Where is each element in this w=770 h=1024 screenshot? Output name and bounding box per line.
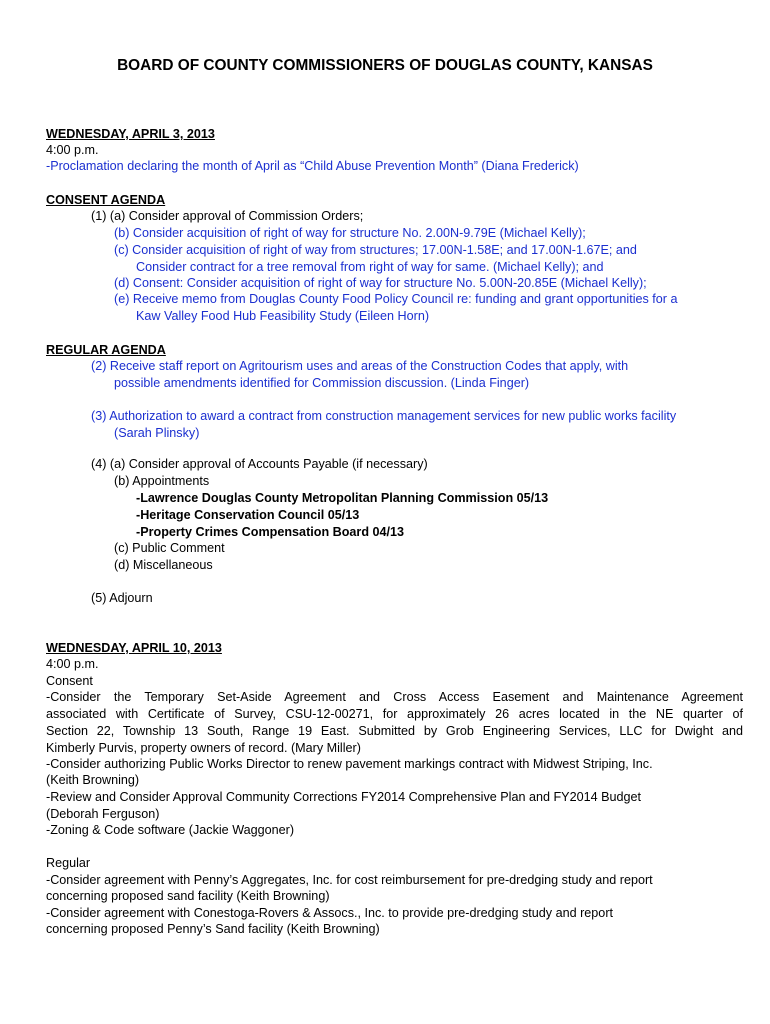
meeting2-consent-item-2-cont: (Keith Browning): [46, 773, 140, 787]
meeting2-consent-item-4: -Zoning & Code software (Jackie Waggoner): [46, 823, 295, 837]
consent-item-1c-cont: Consider contract for a tree removal from right of way for same. (Michael Kelly); and: [136, 260, 604, 274]
page-title: BOARD OF COUNTY COMMISSIONERS OF DOUGLAS COUNTY, KANSAS: [117, 57, 653, 74]
regular-item-3: (3) Authorization to award a contract from construction management services for new public works facility: [91, 409, 677, 423]
meeting2-consent-item-1-cont: Kimberly Purvis, property owners of record. (Mary Miller): [46, 741, 361, 755]
regular-item-4c: (c) Public Comment: [114, 541, 225, 555]
meeting2-regular-item-2: -Consider agreement with Conestoga-Rovers & Assocs., Inc. to provide pre-dredging study and report: [46, 906, 614, 920]
meeting2-consent-label: Consent: [46, 674, 93, 688]
meeting2-consent-item-1-cont: associated with Certificate of Survey, CSU-12-00271, for approximately 26 acres located in the NE quarter of: [46, 707, 743, 721]
regular-agenda-heading: REGULAR AGENDA: [46, 343, 166, 357]
meeting1-date: WEDNESDAY, APRIL 3, 2013: [46, 127, 215, 141]
appointment-3: -Property Crimes Compensation Board 04/13: [136, 525, 405, 539]
meeting1-time: 4:00 p.m.: [46, 143, 99, 157]
meeting2-regular-item-1: -Consider agreement with Penny’s Aggregates, Inc. for cost reimbursement for pre-dredging study and report: [46, 873, 653, 887]
meeting2-regular-item-1-cont: concerning proposed sand facility (Keith Browning): [46, 889, 330, 903]
consent-item-1e: (e) Receive memo from Douglas County Food Policy Council re: funding and grant opportunities for a: [114, 292, 678, 306]
meeting2-regular-item-2-cont: concerning proposed Penny’s Sand facility (Keith Browning): [46, 922, 380, 936]
meeting2-consent-item-3: -Review and Consider Approval Community Corrections FY2014 Comprehensive Plan and FY2014 Budget: [46, 790, 642, 804]
consent-item-1b: (b) Consider acquisition of right of way for structure No. 2.00N-9.79E (Michael Kelly);: [114, 226, 586, 240]
meeting1-proclamation: -Proclamation declaring the month of April as “Child Abuse Prevention Month” (Diana Frederick): [46, 159, 579, 173]
meeting2-consent-item-2: -Consider authorizing Public Works Director to renew pavement markings contract with Midwest Striping, Inc.: [46, 757, 653, 771]
regular-item-2-cont: possible amendments identified for Commission discussion. (Linda Finger): [114, 376, 530, 390]
consent-item-1a: (1) (a) Consider approval of Commission Orders;: [91, 209, 364, 223]
regular-item-4a: (4) (a) Consider approval of Accounts Payable (if necessary): [91, 457, 428, 471]
appointment-2: -Heritage Conservation Council 05/13: [136, 508, 360, 522]
regular-item-2: (2) Receive staff report on Agritourism uses and areas of the Construction Codes that apply, with: [91, 359, 629, 373]
appointment-1: -Lawrence Douglas County Metropolitan Planning Commission 05/13: [136, 491, 549, 505]
consent-item-1c: (c) Consider acquisition of right of way from structures; 17.00N-1.58E; and 17.00N-1.67E; and: [114, 243, 637, 257]
regular-item-4b: (b) Appointments: [114, 474, 210, 488]
regular-item-3-cont: (Sarah Plinsky): [114, 426, 200, 440]
consent-item-1d: (d) Consent: Consider acquisition of right of way for structure No. 5.00N-20.85E (Michael Kelly);: [114, 276, 647, 290]
regular-item-5: (5) Adjourn: [91, 591, 153, 605]
consent-agenda-heading: CONSENT AGENDA: [46, 193, 166, 207]
consent-item-1e-cont: Kaw Valley Food Hub Feasibility Study (Eileen Horn): [136, 309, 430, 323]
meeting2-consent-item-1-cont: Section 22, Township 13 South, Range 19 East. Submitted by Grob Engineering Services, LLC for Dwight and: [46, 724, 743, 738]
meeting2-consent-item-1: -Consider the Temporary Set-Aside Agreement and Cross Access Easement and Maintenance Agreement: [46, 690, 743, 704]
meeting2-time: 4:00 p.m.: [46, 657, 99, 671]
meeting2-date: WEDNESDAY, APRIL 10, 2013: [46, 641, 222, 655]
meeting2-regular-label: Regular: [46, 856, 91, 870]
regular-item-4d: (d) Miscellaneous: [114, 558, 213, 572]
meeting2-consent-item-3-cont: (Deborah Ferguson): [46, 807, 160, 821]
